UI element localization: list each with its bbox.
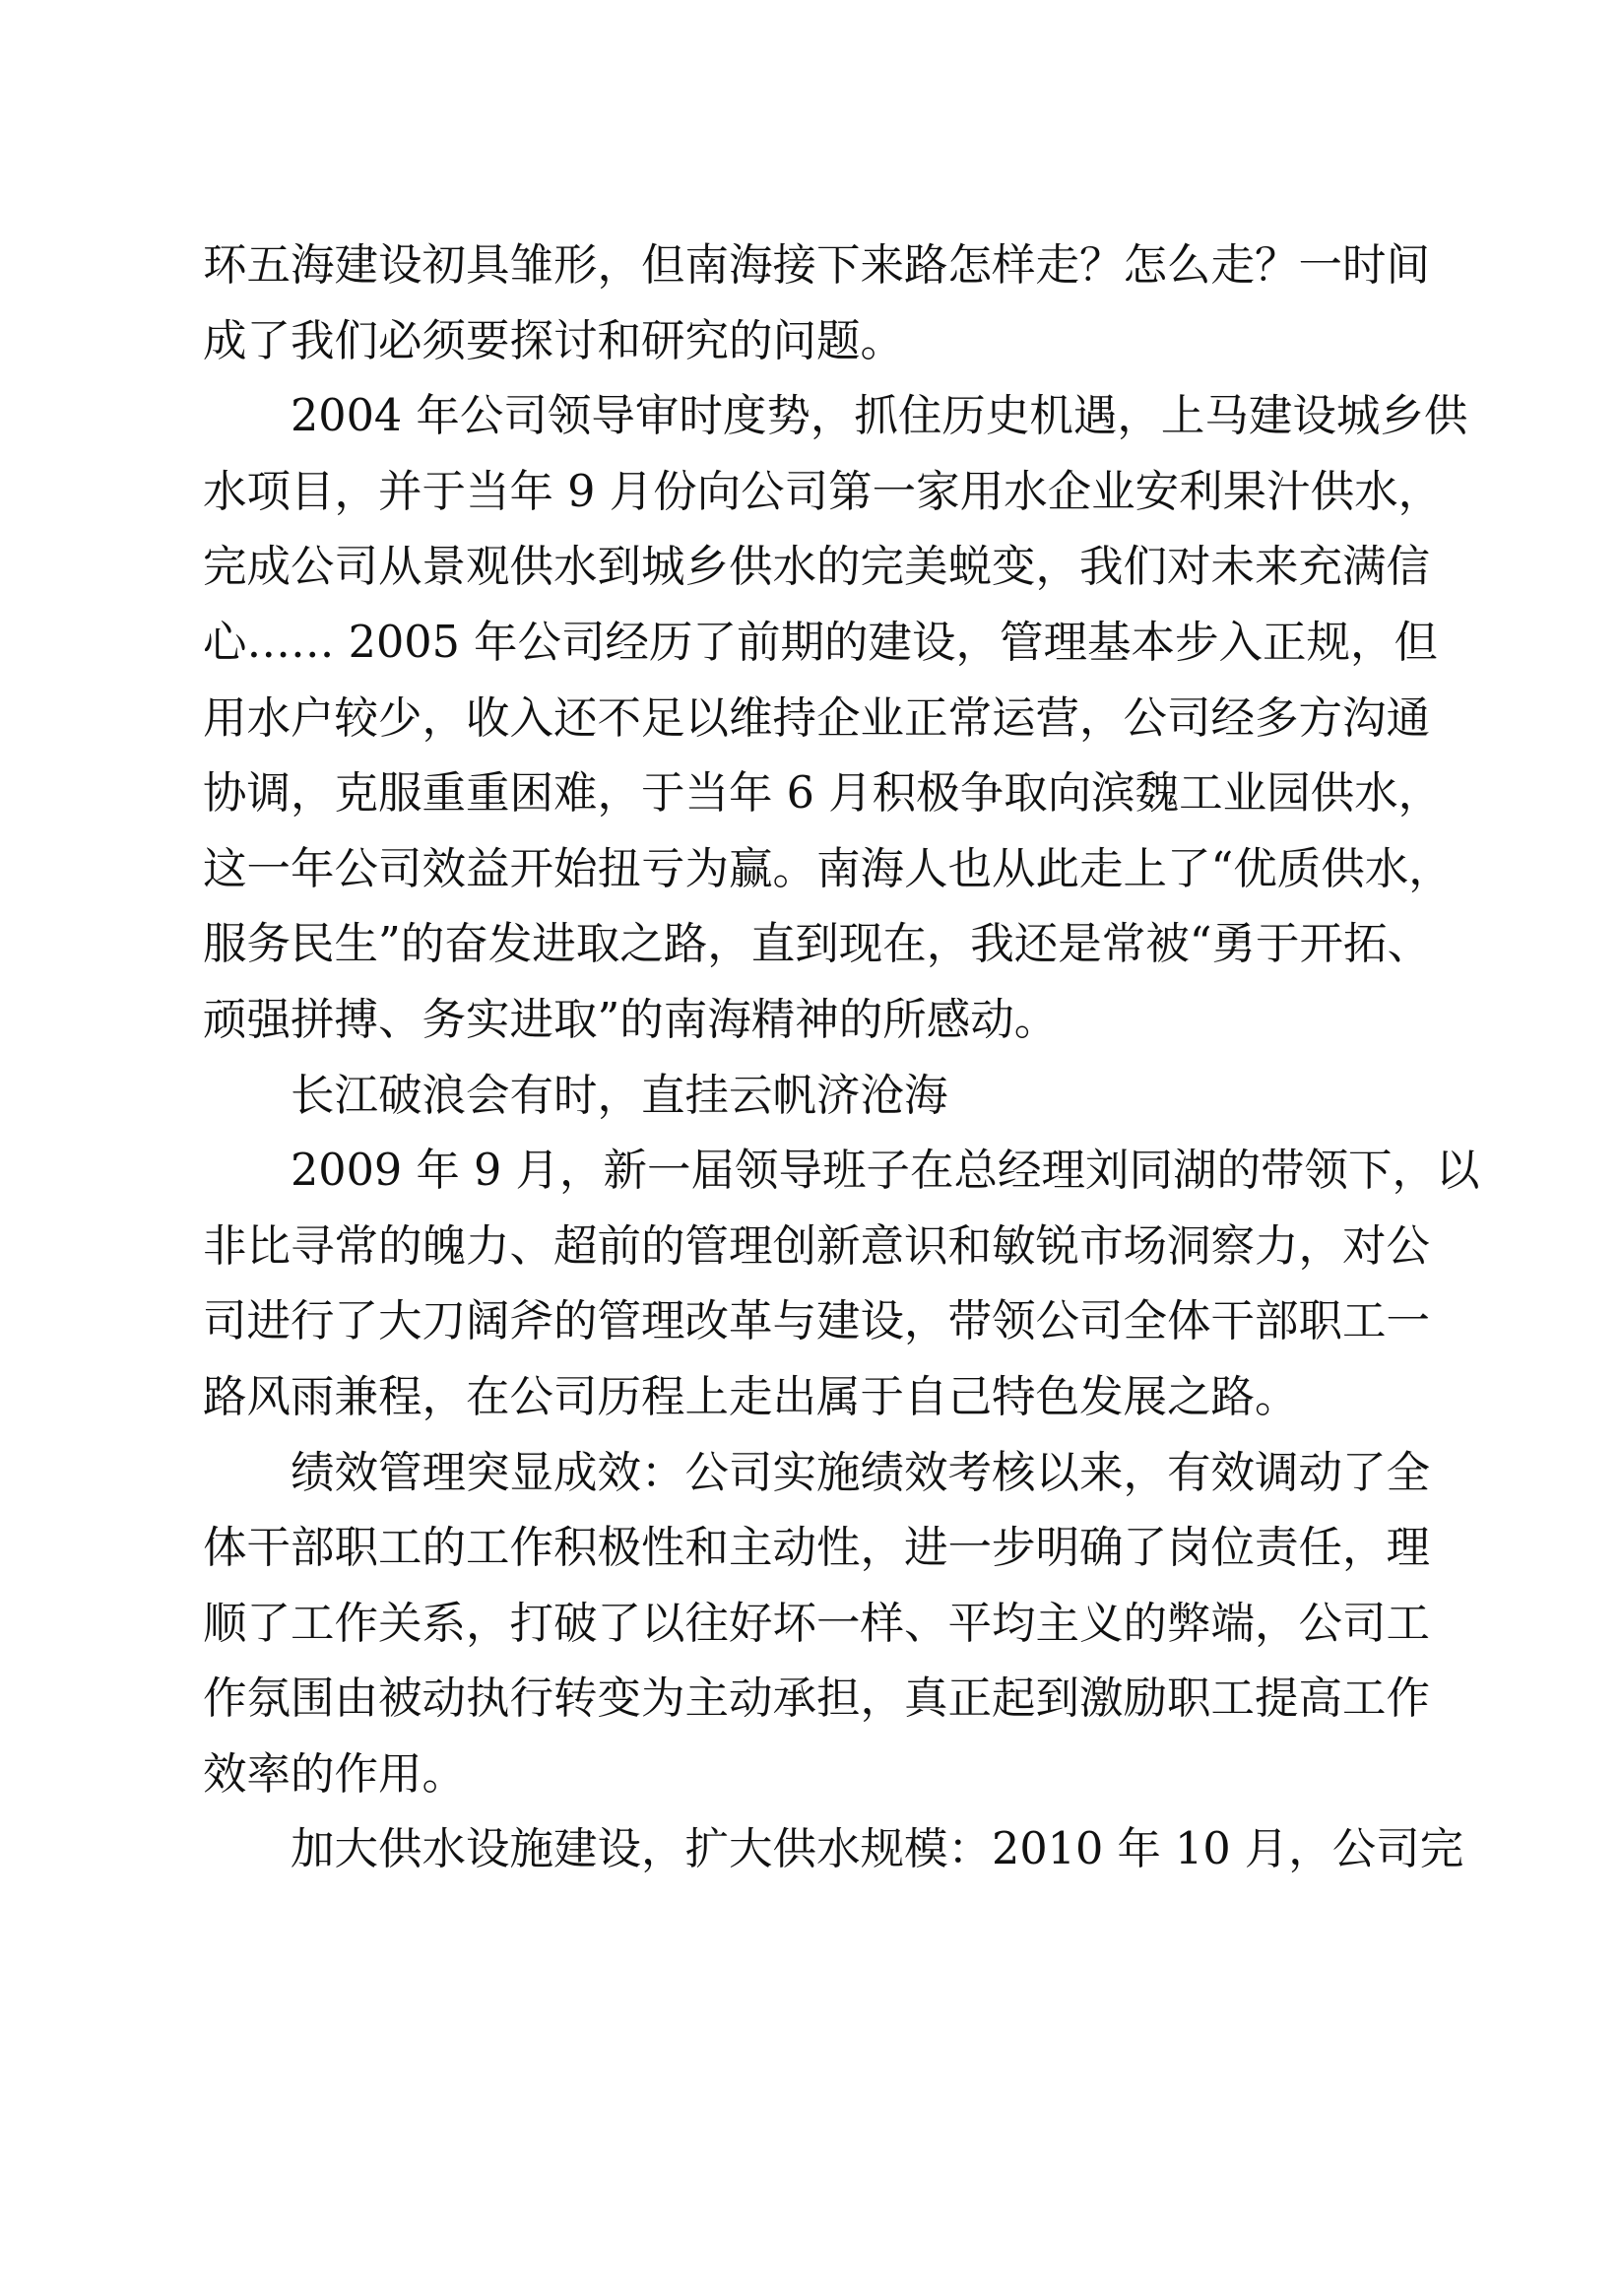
text-line: 成了我们必须要探讨和研究的问题。 [203, 315, 905, 366]
text-line: 心…… 2005 年公司经历了前期的建设，管理基本步入正规，但 [203, 617, 1439, 668]
paragraph-2 [203, 379, 1468, 1058]
section-heading: 长江破浪会有时，直挂云帆济沧海 [291, 1070, 948, 1121]
paragraph-4 [203, 1436, 1431, 1813]
text-line: 司进行了大刀阔斧的管理改革与建设，带领公司全体干部职工一 [203, 1296, 1431, 1347]
text-line: 加大供水设施建设，扩大供水规模：2010 年 10 月，公司完 [291, 1824, 1464, 1875]
text-line: 服务民生”的奋发进取之路，直到现在，我还是常被“勇于开拓、 [203, 919, 1432, 970]
paragraph-3 [203, 1134, 1480, 1435]
text-line: 顺了工作关系，打破了以往好坏一样、平均主义的弊端，公司工 [203, 1598, 1431, 1649]
text-line: 环五海建设初具雏形，但南海接下来路怎样走？怎么走？一时间 [203, 240, 1431, 291]
text-line: 绩效管理突显成效：公司实施绩效考核以来，有效调动了全 [291, 1447, 1431, 1498]
text-line: 路风雨兼程，在公司历程上走出属于自己特色发展之路。 [203, 1371, 1299, 1422]
text-line: 协调，克服重重困难，于当年 6 月积极争取向滨魏工业园供水， [203, 768, 1443, 820]
text-line: 水项目，并于当年 9 月份向公司第一家用水企业安利果汁供水， [203, 466, 1443, 517]
text-line: 完成公司从景观供水到城乡供水的完美蜕变，我们对未来充满信 [203, 542, 1431, 593]
text-line: 用水户较少，收入还不足以维持企业正常运营，公司经多方沟通 [203, 692, 1431, 744]
text-line: 体干部职工的工作积极性和主动性，进一步明确了岗位责任，理 [203, 1523, 1431, 1574]
document-body [203, 229, 1480, 1888]
paragraph-heading [203, 1059, 1420, 1135]
text-line: 这一年公司效益开始扭亏为赢。南海人也从此走上了“优质供水， [203, 843, 1453, 894]
text-line: 顽强拼搏、务实进取”的南海精神的所感动。 [203, 994, 1059, 1045]
text-line: 非比寻常的魄力、超前的管理创新意识和敏锐市场洞察力，对公 [203, 1220, 1431, 1272]
text-line: 效率的作用。 [203, 1748, 467, 1800]
text-line: 2004 年公司领导审时度势，抓住历史机遇，上马建设城乡供 [291, 391, 1468, 442]
text-line: 作氛围由被动执行转变为主动承担，真正起到激励职工提高工作 [203, 1673, 1431, 1725]
paragraph-5 [203, 1812, 1464, 1888]
paragraph-1 [203, 229, 1431, 379]
text-line: 2009 年 9 月，新一届领导班子在总经理刘同湖的带领下，以 [291, 1146, 1480, 1197]
